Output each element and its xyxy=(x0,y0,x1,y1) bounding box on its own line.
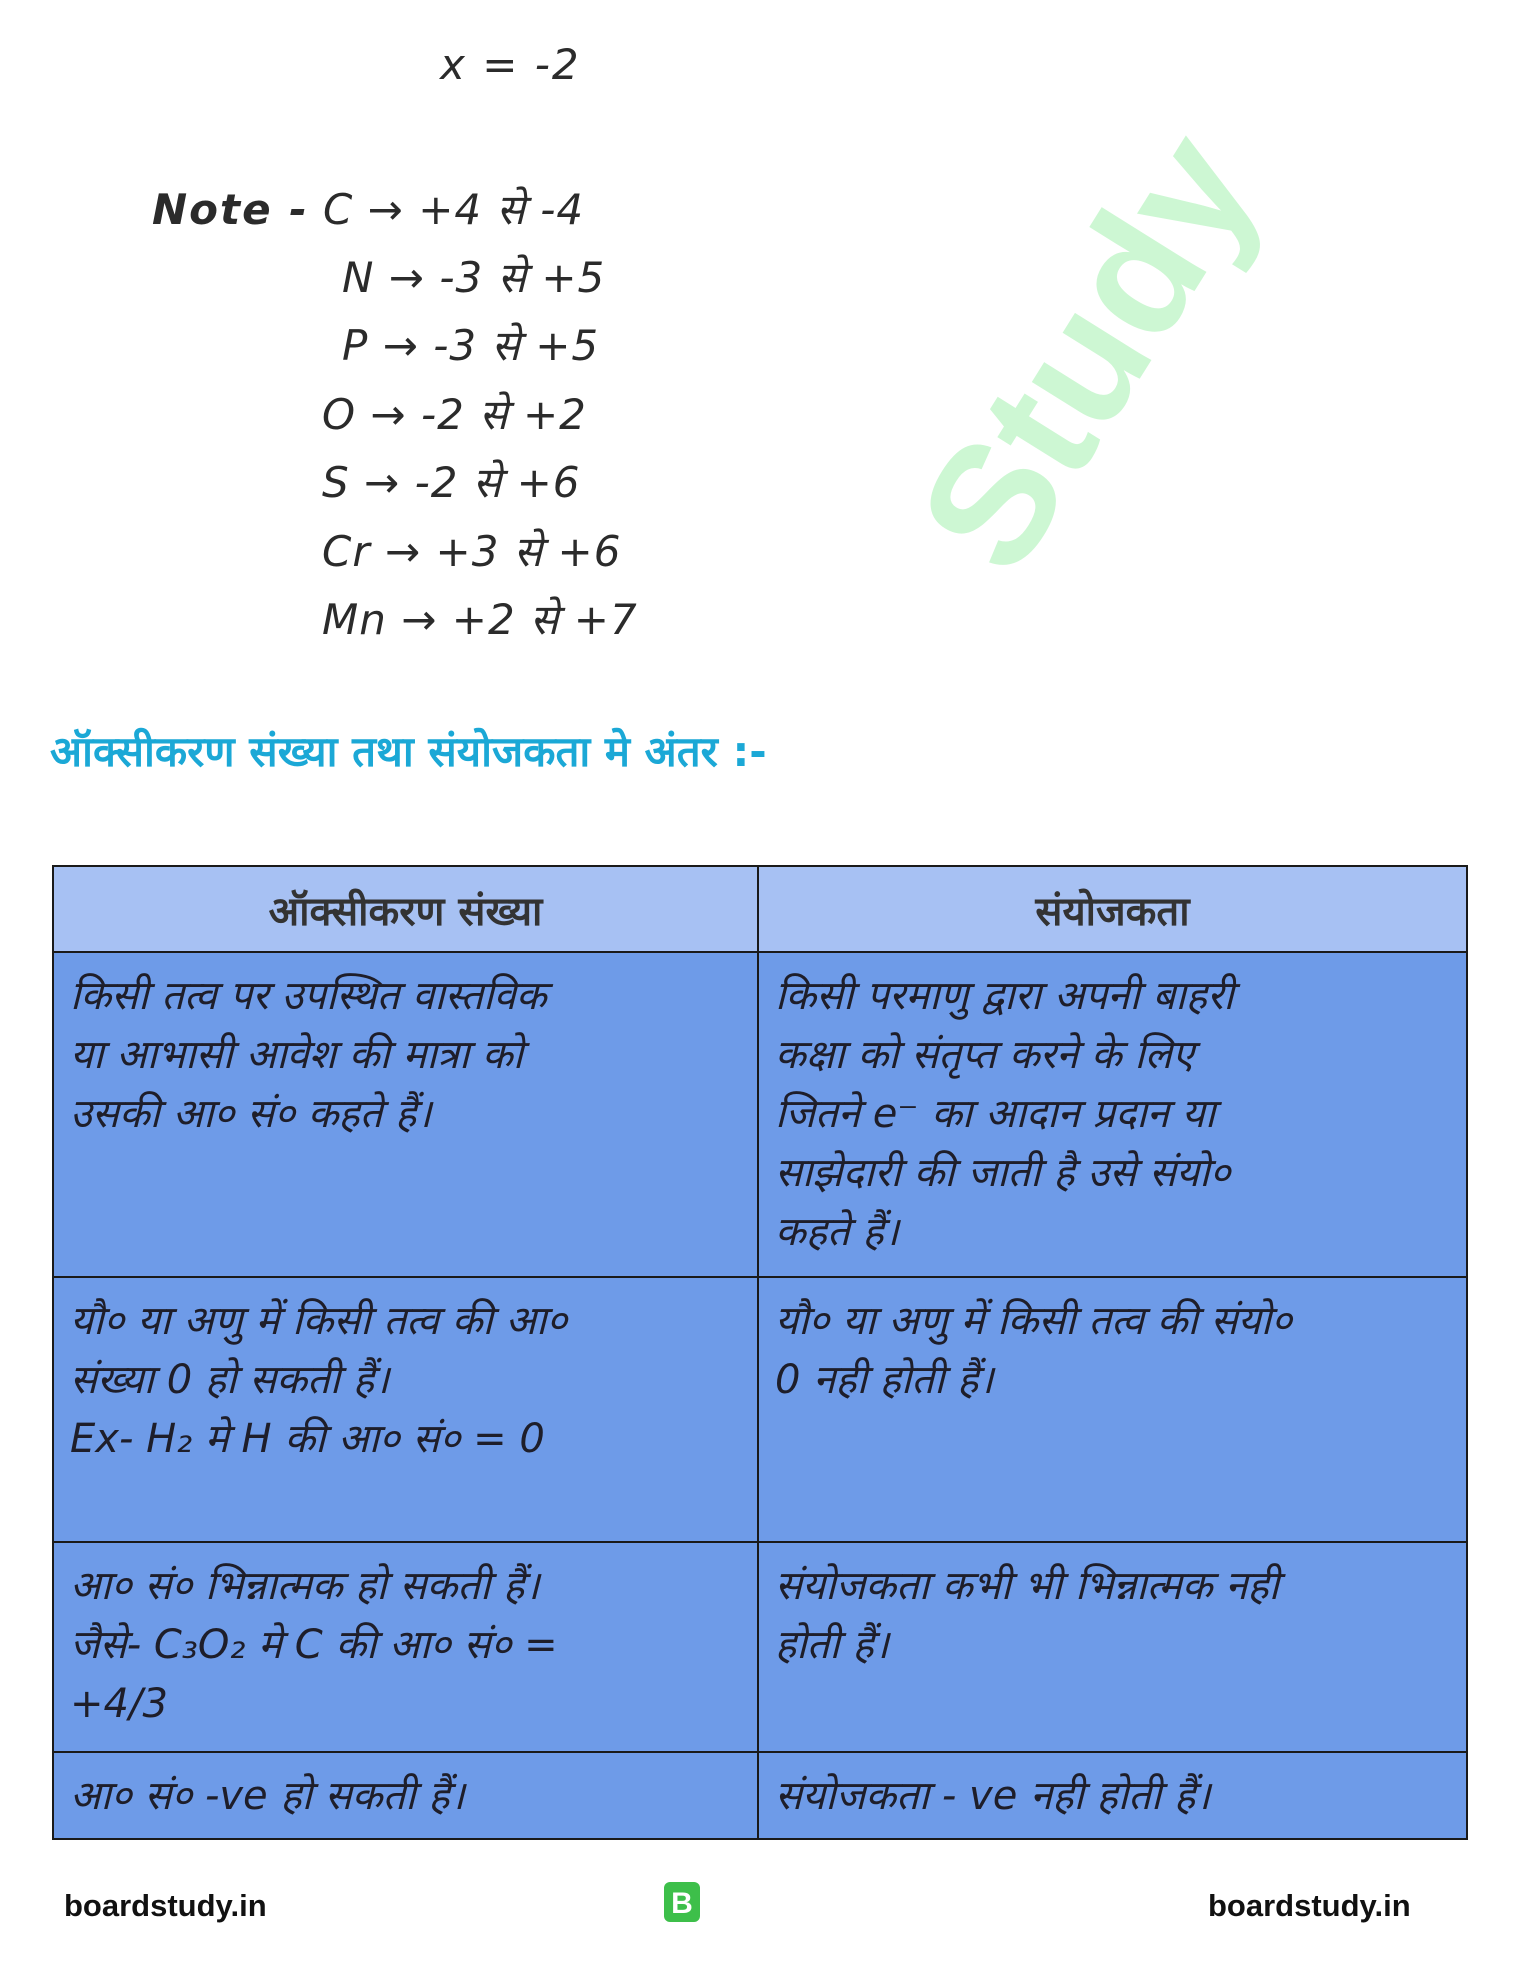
cell-line: 0 नही होती हैं। xyxy=(775,1357,994,1403)
cell-line: कक्षा को संतृप्त करने के लिए xyxy=(775,1032,1194,1078)
table-cell-right xyxy=(758,1752,1467,1839)
comparison-table xyxy=(52,865,1468,1840)
table-cell-right xyxy=(758,952,1467,1277)
cell-line: जैसे- C₃O₂ मे C की आ० सं० = xyxy=(70,1622,558,1668)
cell-line: किसी तत्व पर उपस्थित वास्तविक xyxy=(70,973,547,1019)
cell-line: +4/3 xyxy=(70,1681,168,1727)
table-cell-right xyxy=(758,1277,1467,1542)
cell-line: यौ० या अणु में किसी तत्व की आ० xyxy=(70,1298,568,1344)
cell-line: जितने e⁻ का आदान प्रदान या xyxy=(775,1091,1216,1137)
header-valency: संयोजकता xyxy=(758,866,1467,952)
cell-line: संयोजकता कभी भी भिन्नात्मक नही xyxy=(775,1563,1280,1609)
note-range: -2 से +2 xyxy=(420,390,587,439)
cell-line: संख्या 0 हो सकती हैं। xyxy=(70,1357,390,1403)
note-range: -2 से +6 xyxy=(414,458,581,507)
table-cell-left xyxy=(53,1752,758,1839)
note-row-mn xyxy=(322,590,638,647)
table-row xyxy=(53,952,1467,1277)
table-cell-left xyxy=(53,1542,758,1752)
arrow-icon: → xyxy=(364,458,401,507)
note-element: S xyxy=(322,458,350,507)
arrow-icon: → xyxy=(382,321,419,370)
table-header-row xyxy=(53,866,1467,952)
note-range: -3 से +5 xyxy=(439,253,606,302)
note-range: +4 से -4 xyxy=(418,185,585,234)
boardstudy-logo-icon xyxy=(660,1880,704,1924)
note-range: +3 से +6 xyxy=(435,527,622,576)
table-row xyxy=(53,1752,1467,1839)
note-element: N xyxy=(342,253,375,302)
cell-line: साझेदारी की जाती है उसे संयो० xyxy=(775,1150,1231,1196)
table-cell-left xyxy=(53,952,758,1277)
equation: x = -2 xyxy=(440,40,581,89)
note-row-o xyxy=(322,385,587,442)
footer-site-right[interactable]: boardstudy.in xyxy=(1208,1888,1411,1923)
table-row xyxy=(53,1542,1467,1752)
logo-letter: B xyxy=(671,1887,693,1920)
table-row xyxy=(53,1277,1467,1542)
note-element: P xyxy=(342,321,369,370)
note-element: C xyxy=(322,185,354,234)
arrow-icon: → xyxy=(367,185,404,234)
table-cell-right xyxy=(758,1542,1467,1752)
cell-line: संयोजकता - ve नही होती हैं। xyxy=(775,1773,1211,1819)
cell-line: आ० सं० -ve हो सकती हैं। xyxy=(70,1773,465,1819)
section-heading: ऑक्सीकरण संख्या तथा संयोजकता मे अंतर :- xyxy=(50,727,767,776)
cell-line: किसी परमाणु द्वारा अपनी बाहरी xyxy=(775,973,1234,1019)
note-row-n xyxy=(342,248,605,305)
cell-line: यौ० या अणु में किसी तत्व की संयो० xyxy=(775,1298,1292,1344)
arrow-icon: → xyxy=(388,253,425,302)
note-row-cr xyxy=(322,522,621,579)
arrow-icon: → xyxy=(384,527,422,576)
note-element: O xyxy=(322,390,357,439)
note-label: Note - xyxy=(152,185,309,234)
cell-line: उसकी आ० सं० कहते हैं। xyxy=(70,1091,432,1137)
cell-line: या आभासी आवेश की मात्रा को xyxy=(70,1032,524,1078)
note-row-c xyxy=(152,180,584,237)
note-row-p xyxy=(342,316,599,373)
cell-line: आ० सं० भिन्नात्मक हो सकती हैं। xyxy=(70,1563,540,1609)
table-cell-left xyxy=(53,1277,758,1542)
note-range: +2 से +7 xyxy=(451,595,638,644)
header-oxidation-number: ऑक्सीकरण संख्या xyxy=(53,866,758,952)
note-row-s xyxy=(322,453,580,510)
watermark-text: Study xyxy=(882,101,1294,603)
cell-line: Ex- H₂ मे H की आ० सं० = 0 xyxy=(70,1416,545,1462)
cell-line: कहते हैं। xyxy=(775,1209,899,1255)
cell-line: होती हैं। xyxy=(775,1622,889,1668)
note-element: Mn xyxy=(322,595,387,644)
arrow-icon: → xyxy=(401,595,438,644)
footer-site-left[interactable]: boardstudy.in xyxy=(64,1888,267,1923)
arrow-icon: → xyxy=(370,390,407,439)
note-range: -3 से +5 xyxy=(433,321,600,370)
note-element: Cr xyxy=(322,527,371,576)
